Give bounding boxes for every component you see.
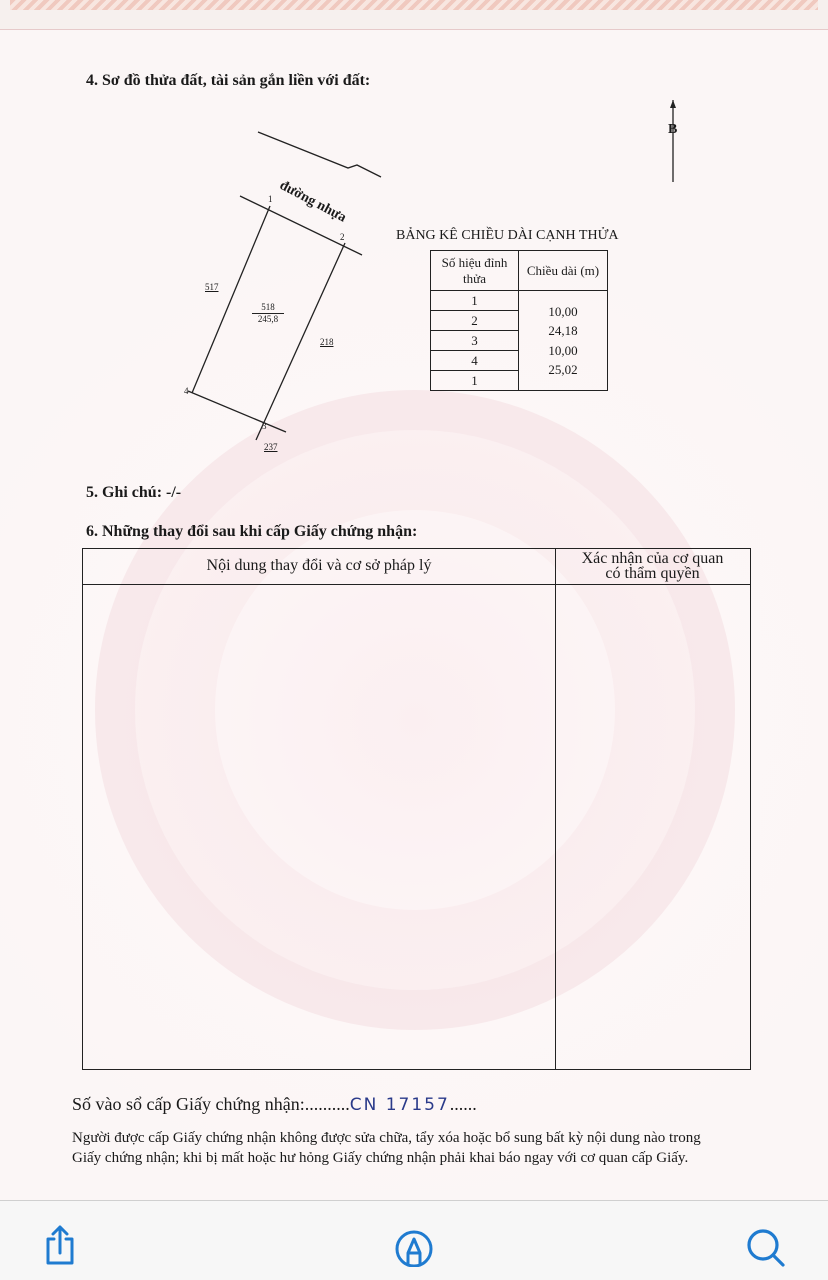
length-value: 10,00 (548, 303, 578, 319)
lengths-cell (519, 291, 608, 391)
header-line: có thẩm quyền (605, 565, 700, 582)
edge-4-3 (188, 391, 286, 432)
parcel-label (252, 302, 284, 325)
neighbor-parcel: 237 (264, 442, 278, 452)
parcel-number: 518 (252, 302, 284, 314)
road-line (258, 132, 381, 177)
parcel-area: 245,8 (257, 314, 279, 324)
north-label: B (668, 122, 678, 137)
registry-label: Số vào sổ cấp Giấy chứng nhận: (72, 1094, 305, 1114)
col-length-header: Chiều dài (m) (519, 251, 608, 291)
vertex-cell: 1 (431, 291, 519, 311)
column-divider (555, 549, 556, 1069)
col-authority-confirmation (555, 551, 750, 581)
bottom-toolbar (0, 1200, 828, 1280)
dots: ...... (449, 1094, 477, 1114)
header-line: Xác nhận của cơ quan (581, 550, 724, 567)
search-icon[interactable] (744, 1223, 788, 1267)
edge-table-title: BẢNG KÊ CHIỀU DÀI CẠNH THỬA (396, 228, 619, 243)
share-icon[interactable] (38, 1223, 82, 1267)
section-5-title: 5. Ghi chú: -/- (86, 484, 182, 501)
length-value: 24,18 (548, 323, 578, 338)
notice-line: Người được cấp Giấy chứng nhận không được sửa chữa, tẩy xóa hoặc bổ sung bất kỳ nội dung nào trong (72, 1130, 701, 1146)
point-label: 3 (262, 421, 267, 431)
col-vertex-header: Số hiệu đỉnh thửa (431, 251, 519, 291)
neighbor-parcel: 517 (205, 282, 219, 292)
neighbor-parcel: 218 (320, 337, 334, 347)
section-6-title: 6. Những thay đổi sau khi cấp Giấy chứng nhận: (86, 523, 418, 540)
vertex-cell: 1 (431, 371, 519, 391)
length-value: 25,02 (548, 362, 578, 377)
vertex-cell: 3 (431, 331, 519, 351)
registry-number-handwritten: CN 17157 (349, 1095, 450, 1115)
changes-table (82, 548, 751, 1070)
markup-icon[interactable] (392, 1223, 436, 1267)
section-4-title: 4. Sơ đồ thửa đất, tài sản gắn liền với đất: (86, 72, 371, 89)
vertex-cell: 2 (431, 311, 519, 331)
notice-text (72, 1128, 772, 1168)
road-label: đường nhựa (276, 178, 349, 226)
point-label: 1 (268, 194, 273, 204)
edge-1-4 (192, 206, 270, 393)
point-label: 4 (184, 386, 189, 396)
vertex-cell: 4 (431, 351, 519, 371)
dots: .......... (304, 1094, 350, 1114)
notice-line: Giấy chứng nhận; khi bị mất hoặc hư hỏng Giấy chứng nhận phải khai báo ngay với cơ quan cấp Giấy. (72, 1150, 689, 1166)
registry-number-line (72, 1094, 477, 1115)
point-label: 2 (340, 232, 345, 242)
edge-length-table (430, 250, 608, 391)
col-change-content: Nội dung thay đổi và cơ sở pháp lý (206, 557, 432, 574)
length-value: 10,00 (548, 342, 578, 358)
